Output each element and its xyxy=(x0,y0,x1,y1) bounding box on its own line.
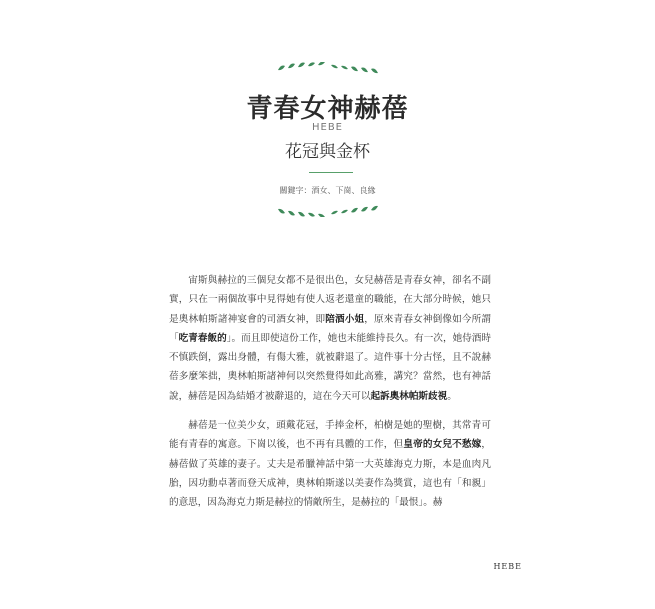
text-run: 」。而且即使這份工作，她也未能維持長久。有一次，她侍酒時不慎跌倒，露出身體，有傷大雅，就被辭退了。這件事十分古怪，且不說赫蓓多麼笨拙，奧林帕斯諸神何以突然覺得如此高雅，講究？當然，也有神話說，赫蓓是因為結婚才被辭退的，這在今天可以 xyxy=(169,332,492,402)
article-body xyxy=(169,271,491,513)
chinese-subtitle: 花冠與金杯 xyxy=(285,142,370,162)
laurel-bottom-icon xyxy=(0,203,655,217)
text-run: ，原來青春女神倒像如今所謂「 xyxy=(169,313,492,344)
text-run: ，赫蓓做了英雄的妻子。丈夫是希臘神話中第一大英雄海克力斯，本是血肉凡胎，因功勳卓著而登天成神，奧林帕斯遂以美妻作為獎賞，這也有「和親」的意思，因為海克力斯是赫拉的情敵所生，是赫拉的「最恨」。赫 xyxy=(169,439,492,509)
laurel-garland-icon xyxy=(276,203,380,217)
text-run: 。 xyxy=(447,390,457,402)
title-divider xyxy=(309,172,353,173)
paragraph xyxy=(169,271,491,406)
page-title: 青春女神赫蓓 xyxy=(246,94,409,124)
laurel-top-icon xyxy=(0,62,655,76)
emphasis-text: 皇帝的女兒不愁嫁 xyxy=(403,439,482,451)
running-head: HEBE xyxy=(493,562,522,571)
paragraph xyxy=(169,416,491,512)
laurel-garland-icon xyxy=(276,62,380,76)
text-run: 宙斯與赫拉的三個兒女都不是很出色，女兒赫蓓是青春女神，卻名不副實，只在一兩個故事中見得她有使人返老還童的職能，在大部分時候，她只是奧林帕斯諸神宴會的司酒女神，即 xyxy=(169,275,491,325)
emphasis-text: 吃青春飯的 xyxy=(178,332,227,344)
emphasis-text: 起訴奧林帕斯歧視 xyxy=(370,390,448,402)
text-run: 赫蓓是一位美少女，頭戴花冠，手捧金杯，柏樹是她的聖樹，其常青可能有青春的寓意。下崗以後，也不再有具體的工作，但 xyxy=(169,420,491,451)
emphasis-text: 陪酒小姐 xyxy=(325,313,365,325)
keywords-line: 關鍵字：酒女、下崗、良緣 xyxy=(279,186,376,195)
english-subtitle: HEBE xyxy=(311,122,344,133)
